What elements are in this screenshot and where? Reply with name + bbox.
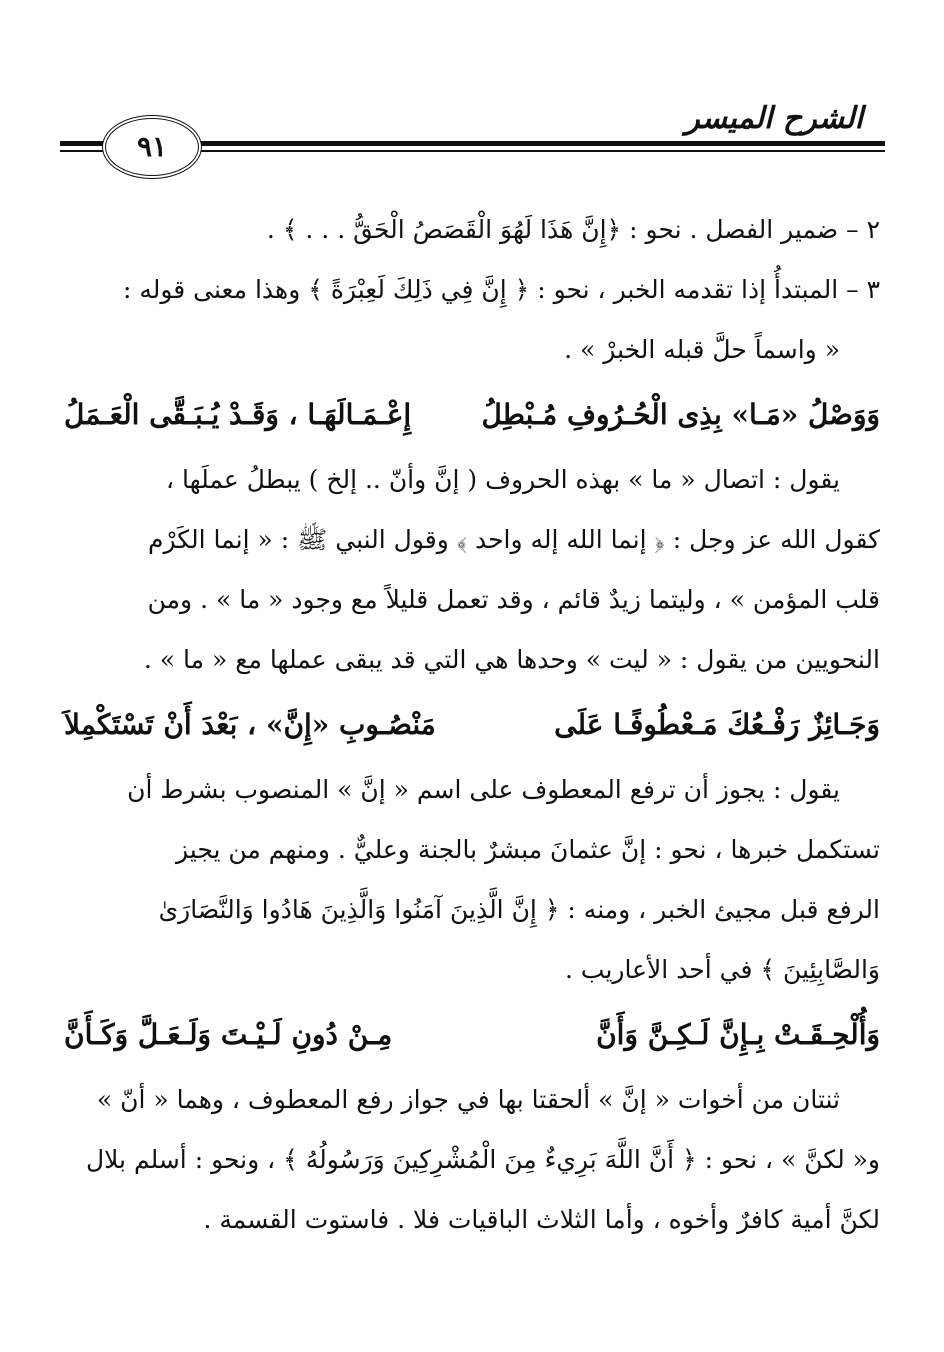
verse-line — [64, 690, 880, 760]
page-header — [60, 95, 885, 175]
verse-hemistich-right: وَجَـائِزٌ رَفْـعُكَ مَـعْطُوفًـا عَلَى — [554, 708, 880, 741]
verse-hemistich-right: وَأُلْحِـقَـتْ بِـإِنَّ لَـكِـنَّ وَأَنَّ — [596, 1018, 880, 1051]
text-line: ٢ – ضمير الفصل . نحو : ﴿إِنَّ هَذَا لَهُوَ الْقَصَصُ الْحَقُّ . . . ﴾ . — [266, 215, 880, 244]
text-line: يقول : يجوز أن ترفع المعطوف على اسم « إنَّ » المنصوب بشرط أن — [127, 775, 840, 804]
verse-line — [64, 380, 880, 450]
header-rule-thin — [190, 150, 885, 152]
text-line: ٣ – المبتدأُ إذا تقدمه الخبر ، نحو : ﴿ إِنَّ فِي ذَلِكَ لَعِبْرَةً ﴾ وهذا معنى قوله : — [122, 275, 880, 304]
verse-hemistich-left: مِـنْ دُونِ لَـيْـتَ وَلَـعَـلَّ وَكَـأَنَّ — [64, 1018, 393, 1051]
text-line: « واسماً حلَّ قبله الخبرْ » . — [564, 335, 840, 364]
page-number: ٩١ — [102, 115, 202, 179]
text-line: تستكمل خبرها ، نحو : إنَّ عثمانَ مبشرٌ بالجنة وعليٌّ . ومنهم من يجيز — [176, 835, 880, 864]
text-line: لكنَّ أمية كافرٌ وأخوه ، وأما الثلاث الباقيات فلا . فاستوت القسمة . — [203, 1205, 880, 1234]
text-line: وَالصَّابِئِينَ ﴾ في أحد الأعاريب . — [565, 955, 880, 984]
text-line: الرفع قبل مجيئ الخبر ، ومنه : ﴿ إِنَّ الَّذِينَ آمَنُوا وَالَّذِينَ هَادُوا وَالنَّصَارَىٰ — [158, 895, 880, 924]
text-line: ثنتان من أخوات « إنَّ » ألحقتا بها في جواز رفع المعطوف ، وهما « أنّ » — [96, 1085, 840, 1114]
verse-line — [64, 1000, 880, 1070]
text-line: كقول الله عز وجل : ﴿ إنما الله إله واحد ﴾ وقول النبي ﷺ : « إنما الكَرْم — [147, 525, 880, 554]
text-line: قلب المؤمن » ، وليتما زيدٌ قائم ، وقد تعمل قليلاً مع وجود « ما » . ومن — [147, 585, 880, 614]
verse-hemistich-left: إِعْـمَـالَهَـا ، وَقَـدْ يُـبَـقَّى الْعَـمَلُ — [64, 398, 412, 431]
verse-hemistich-right: وَوَصْلُ «مَـا» بِذِى الْحُـرُوفِ مُـبْطِلُ — [481, 398, 880, 431]
book-title: الشرح الميسر — [685, 101, 863, 136]
header-rule — [190, 141, 885, 146]
text-line: يقول : اتصال « ما » بهذه الحروف ( إنَّ وأنّ .. إلخ ) يبطلُ عملَها ، — [166, 465, 840, 494]
verse-hemistich-left: مَنْصُـوبِ «إِنَّ» ، بَعْدَ أَنْ تَسْتَكْمِلاَ — [64, 708, 436, 741]
text-line: و« لكنَّ » ، نحو : ﴿ أَنَّ اللَّهَ بَرِيءٌ مِنَ الْمُشْرِكِينَ وَرَسُولُهُ ﴾ ، ونحو : أسلم بلال — [85, 1145, 880, 1174]
page-body — [64, 200, 880, 1250]
text-line: النحويين من يقول : « ليت » وحدها هي التي قد يبقى عملها مع « ما » . — [143, 645, 880, 674]
